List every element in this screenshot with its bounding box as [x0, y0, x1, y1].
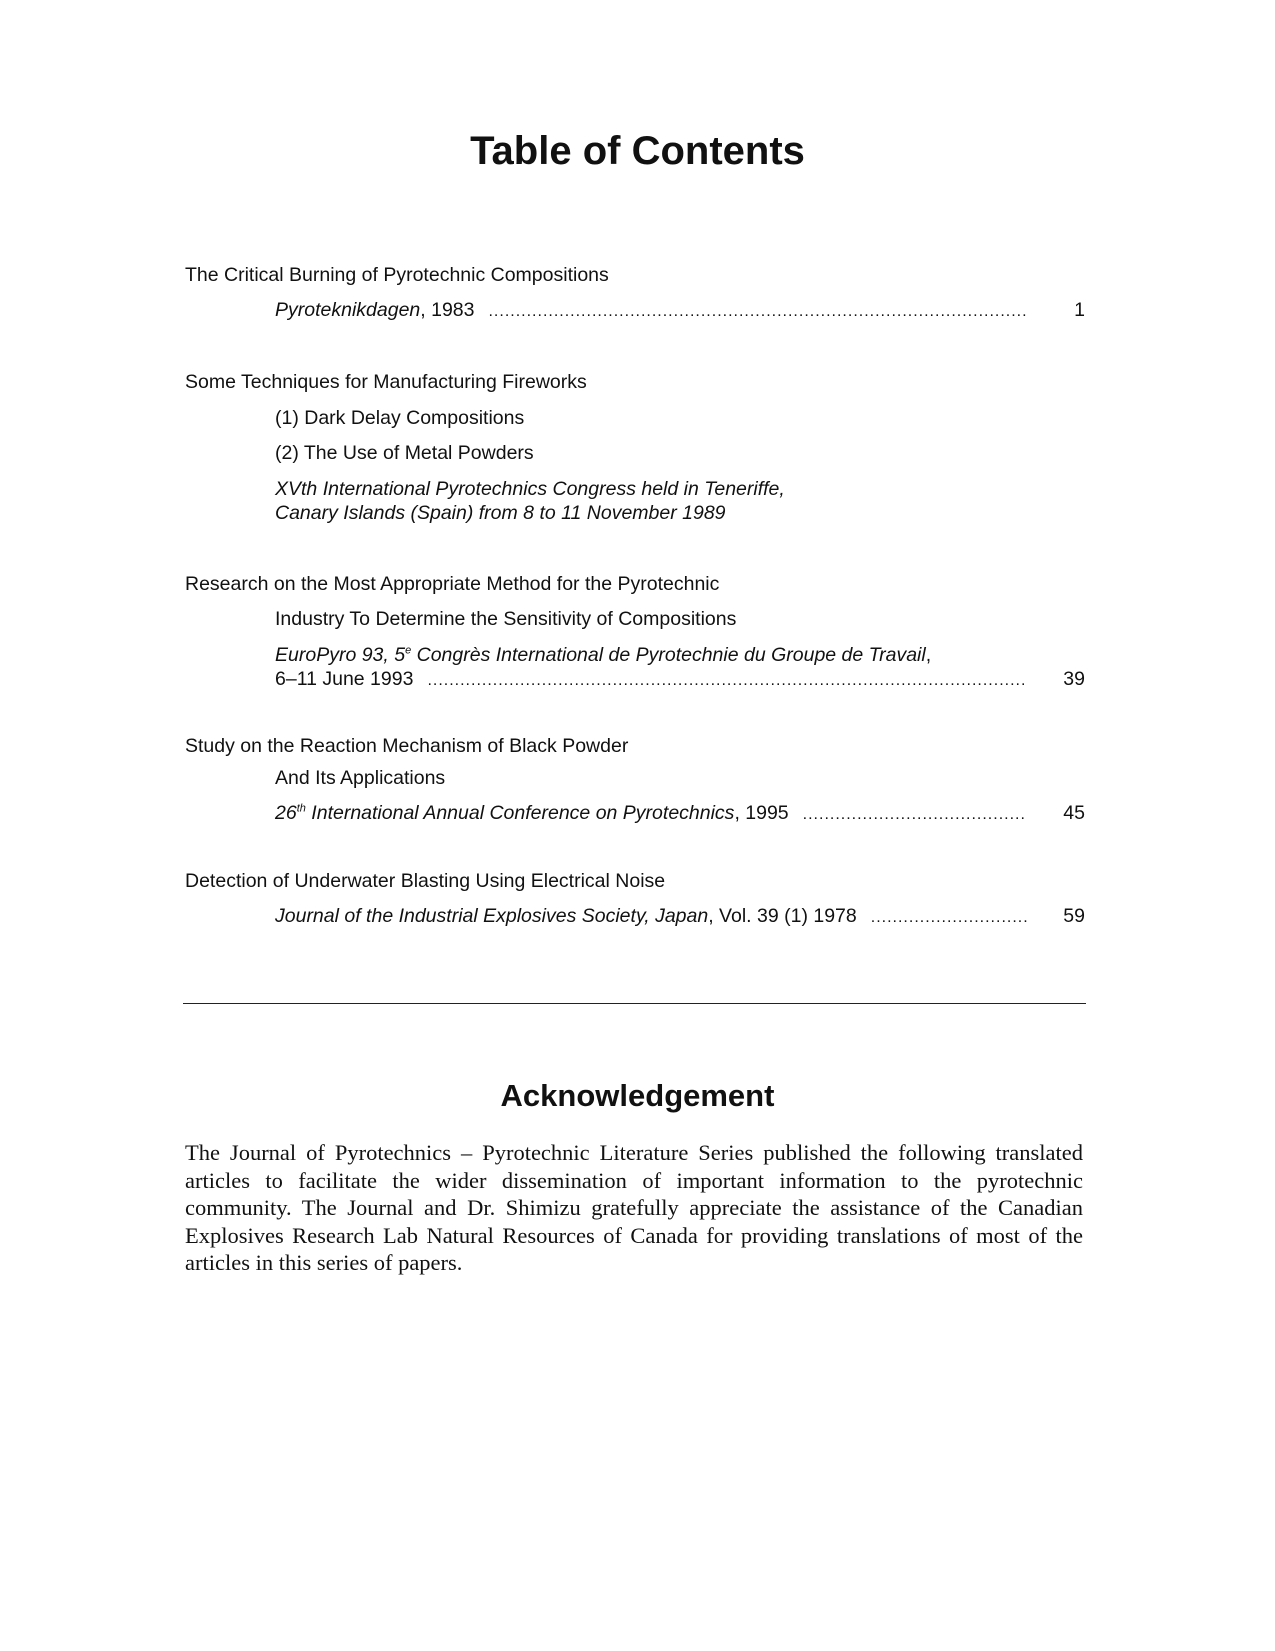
toc-entry-source: XVth International Pyrotechnics Congress held in Teneriffe, — [275, 478, 785, 500]
toc-leader-dots — [427, 669, 1027, 693]
toc-entry-source: Canary Islands (Spain) from 8 to 11 November 1989 — [275, 502, 726, 524]
toc-entry-subtitle: (2) The Use of Metal Powders — [275, 442, 534, 464]
acknowledgement-heading: Acknowledgement — [500, 1078, 775, 1113]
toc-entry-source-row — [275, 667, 1085, 691]
toc-entry-title: The Critical Burning of Pyrotechnic Compositions — [185, 264, 609, 286]
section-divider — [183, 1003, 1086, 1004]
toc-entry-title: Detection of Underwater Blasting Using Electrical Noise — [185, 870, 666, 892]
toc-entry-source-row — [275, 801, 1085, 825]
toc-page-number: 59 — [1063, 905, 1085, 927]
toc-entry-subtitle: (1) Dark Delay Compositions — [275, 407, 525, 429]
acknowledgement-body: The Journal of Pyrotechnics – Pyrotechnic Literature Series published the following translated articles to facilitate the wider dissemination of important information to the pyrotechnic community. The Journal and Dr. Shimizu gratefully appreciate the assistance of the Canadian Explosives Research Lab Natural Resources of Canada for providing translations of most of the articles in this series of papers. — [185, 1140, 1083, 1275]
toc-entry-title: Some Techniques for Manufacturing Fireworks — [185, 371, 587, 393]
toc-leader-dots — [488, 300, 1027, 324]
toc-entry-source-row — [275, 904, 1085, 928]
toc-entry-source: EuroPyro 93, 5e Congrès International de Pyrotechnie du Groupe de Travail, — [275, 644, 932, 666]
toc-entry-source: 26th International Annual Conference on Pyrotechnics, 1995 — [275, 802, 789, 824]
toc-leader-dots — [871, 906, 1027, 930]
toc-leader-dots — [803, 803, 1027, 827]
toc-entry-source-row — [275, 298, 1085, 322]
toc-entry-subtitle: And Its Applications — [275, 767, 446, 789]
toc-entry-title: Study on the Reaction Mechanism of Black Powder — [185, 735, 629, 757]
toc-page-number: 39 — [1063, 668, 1085, 690]
toc-page-number: 1 — [1074, 299, 1085, 321]
toc-entry-source: Journal of the Industrial Explosives Society, Japan, Vol. 39 (1) 1978 — [275, 905, 857, 927]
toc-entry-source: 6–11 June 1993 — [275, 668, 414, 690]
toc-entry-source: Pyroteknikdagen, 1983 — [275, 299, 475, 321]
toc-page-number: 45 — [1063, 802, 1085, 824]
toc-entry-title: Research on the Most Appropriate Method for the Pyrotechnic — [185, 573, 720, 595]
toc-entry-subtitle: Industry To Determine the Sensitivity of Compositions — [275, 608, 737, 630]
page-title: Table of Contents — [470, 129, 805, 173]
